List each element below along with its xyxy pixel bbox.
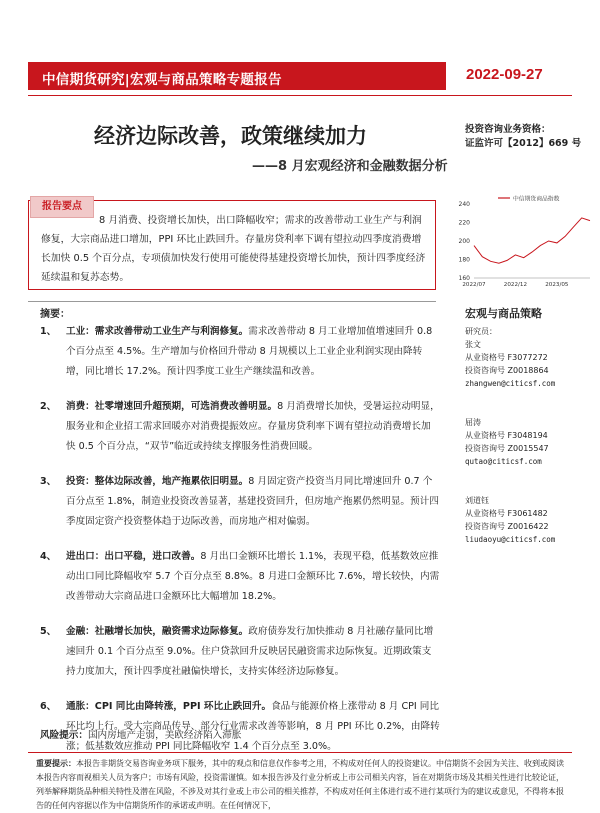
member-license: 从业资格号 F3077272 (465, 353, 548, 362)
risk-label: 风险提示： (40, 730, 88, 741)
member-license: 投资咨询号 Z0015547 (465, 444, 549, 453)
header-divider (28, 95, 572, 96)
summary-item (40, 322, 440, 382)
item-body: 食品与能源价格上涨带动 8 月 CPI 同比环比均上行。受大宗商品传导、部分行业需求改善等影响，8 月 PPI 环比 0.2%，由降转涨；低基数效应推动 PPI 同比降幅收窄 1.4 个百分点至 3.0%。 (66, 701, 440, 752)
key-points-text: 8 月消费、投资增长加快，出口降幅收窄；需求的改善带动工业生产与利润修复，大宗商品进口增加，PPI 环比止跌回升。存量房贷利率下调有望拉动四季度消费增长加快 0.5 个百分点，专项债加快发行使用可能使得基建投资增长加快，预计四季度经济延续温和复苏态势。 (41, 215, 426, 283)
member-license: 投资咨询号 Z0018864 (465, 366, 549, 375)
item-number: 4、 (40, 551, 57, 562)
item-number: 1、 (40, 326, 57, 337)
item-head: 进出口：出口平稳，进口改善。 (66, 551, 201, 562)
member-name: 张文 (465, 340, 481, 349)
qualification-line1: 投资咨询业务资格： (465, 124, 551, 135)
qualification-line2: 证监许可【2012】669 号 (465, 138, 582, 149)
risk-text: 国内房地产走弱，美欧经济陷入滞胀 (87, 730, 242, 741)
item-body: 8 月固定资产投资当月同比增速回升 0.7 个百分点至 1.8%，制造业投资改善显著，基建投资回升，但房地产拖累仍然明显。预计四季度固定资产投资整体趋于边际改善，而房地产相对偏弱。 (66, 476, 439, 527)
team-member (465, 494, 590, 546)
item-head: 消费：社零增速回升超预期，可选消费改善明显。 (66, 401, 278, 412)
member-name: 屈涛 (465, 418, 481, 427)
member-email[interactable]: zhangwen@citicsf.com (465, 379, 556, 388)
qualification-block (465, 123, 581, 151)
chart-svg (446, 190, 596, 290)
team-member (465, 416, 590, 468)
member-license: 从业资格号 F3048194 (465, 431, 548, 440)
y-tick-label: 160 (458, 275, 470, 282)
disclaimer-text: 本报告非期货交易咨询业务项下服务，其中的观点和信息仅作参考之用，不构成对任何人的投资建议。中信期货不会因为关注、收到或阅读本报告内容而视相关人员为客户；市场有风险，投资需谨慎。如本报告涉及行业分析或上市公司相关内容，旨在对期货市场及其相关性进行比较论证，列举解释期货品种相关特性及潜在风险，不涉及对其行业或上市公司的相关推荐，不构成对任何主体进行或不进行某项行为的建议或意见，不得将本报告的任何内容据以作为中信期货所作的承诺或声明。在任何情况下， (36, 759, 564, 810)
team-member (465, 338, 590, 390)
page-subtitle: ——8 月宏观经济和金融数据分析 (252, 159, 448, 174)
item-head: 投资：整体边际改善，地产拖累依旧明显。 (66, 476, 249, 487)
team-role: 研究员： (465, 327, 497, 336)
y-tick-label: 220 (458, 219, 470, 227)
footer-divider (28, 752, 572, 753)
item-head: 通胀：CPI 同比由降转涨，PPI 环比止跌回升。 (66, 701, 272, 712)
report-date: 2022-09-27 (466, 66, 543, 83)
y-tick-label: 240 (458, 201, 470, 208)
item-body: 政府债券发行加快推动 8 月社融存量同比增速回升 0.1 个百分点至 9.0%。住户贷款回升反映居民融资需求边际恢复。近期政策支持力度加大，预计四季度社融偏快增长，支持实体经济边际修复。 (66, 626, 434, 677)
member-license: 从业资格号 F3061482 (465, 509, 548, 518)
summary-item (40, 472, 440, 532)
header-brand: 中信期货研究|宏观与商品策略专题报告 (42, 72, 282, 88)
disclaimer (36, 757, 564, 813)
summary-divider (28, 301, 436, 302)
item-number: 2、 (40, 401, 57, 412)
summary-item (40, 397, 440, 457)
summary-items (40, 322, 440, 772)
x-tick-label: 2022/12 (503, 282, 528, 288)
item-number: 5、 (40, 626, 57, 637)
key-points-tag: 报告要点 (30, 196, 94, 218)
item-body: 需求改善带动 8 月工业增加值增速回升 0.8 个百分点至 4.5%。生产增加与价格回升带动 8 月规模以上工业企业利润实现由降转增，同比增长 17.2%。预计四季度工业生产继续温和改善。 (66, 326, 433, 377)
item-body: 8 月出口金额环比增长 1.1%，表现平稳，低基数效应推动出口同比降幅收窄 5.7 个百分点至 8.8%。8 月进口金额环比 7.6%，增长较快，内需改善带动大宗商品进口金额环比大幅增加 18.2%。 (66, 551, 440, 602)
item-head: 金融：社融增长加快，融资需求边际修复。 (66, 626, 249, 637)
series-line (474, 218, 590, 263)
summary-item (40, 547, 440, 607)
x-tick-label: 2023/05 (545, 282, 569, 288)
team-column (465, 305, 590, 546)
item-body: 8 月消费增长加快，受暑运拉动明显，服务业和企业招工需求回暖亦对消费提振效应。存量房贷利率下调有望拉动消费增长加快 0.5 个百分点，“双节”临近或持续支撑服务性消费回暖。 (66, 401, 440, 452)
member-license: 投资咨询号 Z0016422 (465, 522, 549, 531)
risk-warning (40, 727, 241, 741)
y-tick-label: 200 (458, 238, 470, 245)
header-bar (28, 62, 446, 90)
member-email[interactable]: liudaoyu@citicsf.com (465, 535, 556, 544)
item-head: 工业：需求改善带动工业生产与利润修复。 (66, 326, 249, 337)
summary-item (40, 622, 440, 682)
member-email[interactable]: qutao@citicsf.com (465, 457, 542, 466)
disclaimer-label: 重要提示： (36, 759, 76, 768)
team-title: 宏观与商品策略 (465, 307, 542, 320)
commodity-index-chart (446, 190, 596, 290)
summary-label: 摘要： (40, 309, 70, 320)
legend-label: 中信期货商品指数 (513, 196, 560, 203)
member-name: 刘道钰 (465, 496, 489, 505)
page-title: 经济边际改善，政策继续加力 (94, 124, 367, 148)
x-tick-label: 2022/07 (462, 282, 486, 288)
item-number: 6、 (40, 701, 57, 712)
y-tick-label: 180 (458, 256, 470, 264)
item-number: 3、 (40, 476, 57, 487)
